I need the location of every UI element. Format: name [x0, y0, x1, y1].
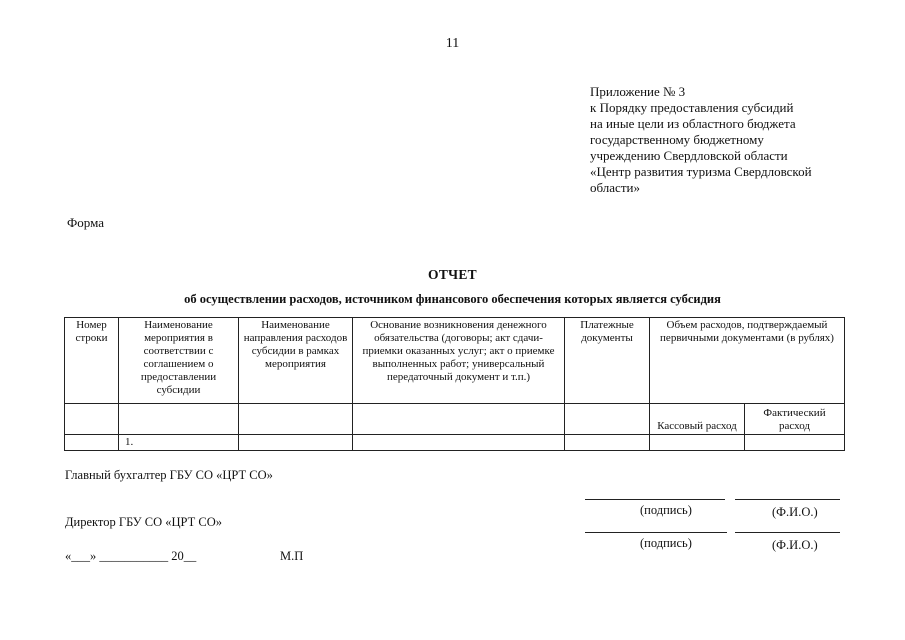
table-cell: [565, 404, 650, 435]
table-cell: [565, 435, 650, 451]
director-label: Директор ГБУ СО «ЦРТ СО»: [65, 515, 223, 529]
table-cell: [353, 435, 565, 451]
header-volume: Объем расходов, подтверждаемый первичными документами (в рублях): [650, 318, 845, 404]
header-basis: Основание возникновения денежного обязательства (договоры; акт сдачи-приемки оказанных услуг; акт о приемке выполненных работ; универсальный передаточный документ и т.п.): [353, 318, 565, 404]
stamp-label: М.П: [280, 549, 304, 563]
header-actual: Фактический расход: [745, 404, 845, 435]
table-cell: [65, 435, 119, 451]
appendix-line: Приложение № 3: [590, 84, 686, 99]
table-cell: [745, 435, 845, 451]
fio-caption: (Ф.И.О.): [772, 505, 818, 519]
header-row-number: Номер строки: [65, 318, 119, 404]
appendix-block: [590, 84, 812, 196]
appendix-line: учреждению Свердловской области: [590, 148, 788, 163]
header-direction-name: Наименование направления расходов субсидии в рамках мероприятия: [239, 318, 353, 404]
appendix-line: области»: [590, 180, 640, 195]
signature-caption: (подпись): [640, 503, 692, 517]
fio-line: [735, 532, 840, 533]
appendix-line: к Порядку предоставления субсидий: [590, 100, 794, 115]
page-number: 11: [445, 36, 460, 51]
header-event-name: Наименование мероприятия в соответствии с соглашением о предоставлении субсидии: [119, 318, 239, 404]
table-cell: [239, 435, 353, 451]
header-cash: Кассовый расход: [650, 404, 745, 435]
header-payment-docs: Платежные документы: [565, 318, 650, 404]
signature-line: [585, 532, 727, 533]
report-subtitle: об осуществлении расходов, источником финансового обеспечения которых является субсидия: [184, 292, 721, 306]
signature-caption: (подпись): [640, 536, 692, 550]
table-cell: [353, 404, 565, 435]
report-table: [64, 317, 845, 451]
form-label: Форма: [67, 215, 104, 230]
table-cell: [650, 435, 745, 451]
signature-line: [585, 499, 725, 500]
appendix-line: «Центр развития туризма Свердловской: [590, 164, 812, 179]
fio-caption: (Ф.И.О.): [772, 538, 818, 552]
appendix-line: государственному бюджетному: [590, 132, 764, 147]
report-title: ОТЧЕТ: [428, 267, 477, 282]
date-line: «___» ___________ 20__: [65, 549, 197, 563]
appendix-line: на иные цели из областного бюджета: [590, 116, 796, 131]
table-cell: [65, 404, 119, 435]
table-cell: [119, 404, 239, 435]
row-marker: 1.: [119, 435, 239, 451]
fio-line: [735, 499, 840, 500]
chief-accountant-label: Главный бухгалтер ГБУ СО «ЦРТ СО»: [65, 468, 273, 482]
table-cell: [239, 404, 353, 435]
